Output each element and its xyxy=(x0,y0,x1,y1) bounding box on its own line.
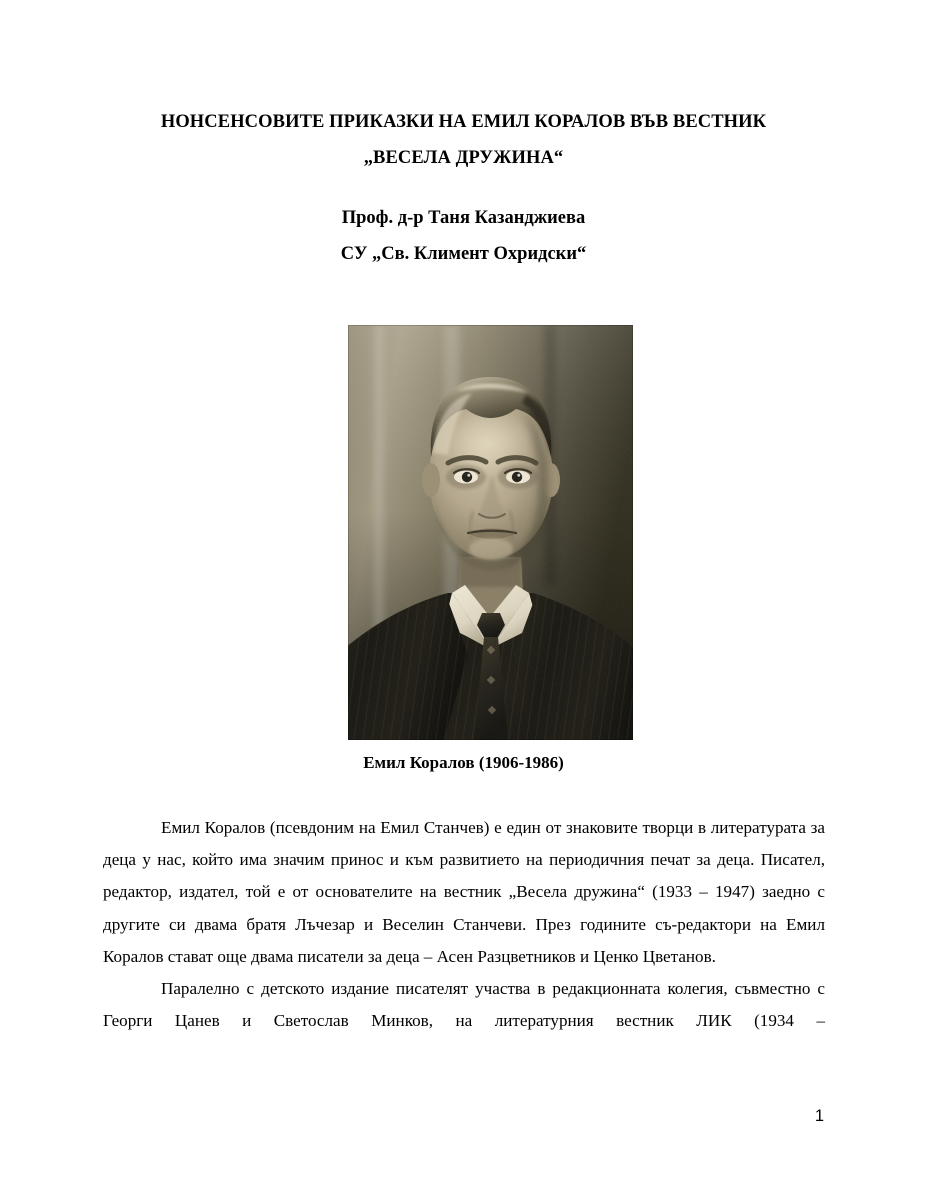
page-title-line-2: „ВЕСЕЛА ДРУЖИНА“ xyxy=(363,148,564,168)
paragraph-2: Паралелно с детското издание писателят участва в редакционната колегия, съвместно с Георги Цанев и Светослав Минков, на литературния вестник ЛИК (1934 – xyxy=(103,979,825,1031)
body-text xyxy=(103,812,825,1070)
author-block xyxy=(103,200,824,272)
figure-portrait xyxy=(348,325,633,740)
page-title xyxy=(103,104,824,176)
page-title-line-1: НОНСЕНСОВИТЕ ПРИКАЗКИ НА ЕМИЛ КОРАЛОВ ВЪВ ВЕСТНИК xyxy=(160,112,767,132)
figure-caption: Емил Коралов (1906-1986) xyxy=(363,753,564,772)
portrait-photograph-emil-koralov xyxy=(348,325,633,740)
author-affiliation: СУ „Св. Климент Охридски“ xyxy=(340,244,587,264)
page-number: 1 xyxy=(814,1107,824,1125)
author-name: Проф. д-р Таня Казанджиева xyxy=(341,208,586,228)
paragraph-1: Емил Коралов (псевдоним на Емил Станчев) е един от знаковите творци в литературата за деца у нас, който има значим принос и към развитието на периодичния печат за деца. Писател, редактор, издател, той е от основателите на вестник „Весела дружина“ (1933 – 1947) заедно с другите си двама братя Лъчезар и Веселин Станчеви. През годините съ-редактори на Емил Коралов стават още двама писатели за деца – Асен Разцветников и Ценко Цветанов. xyxy=(103,818,825,966)
